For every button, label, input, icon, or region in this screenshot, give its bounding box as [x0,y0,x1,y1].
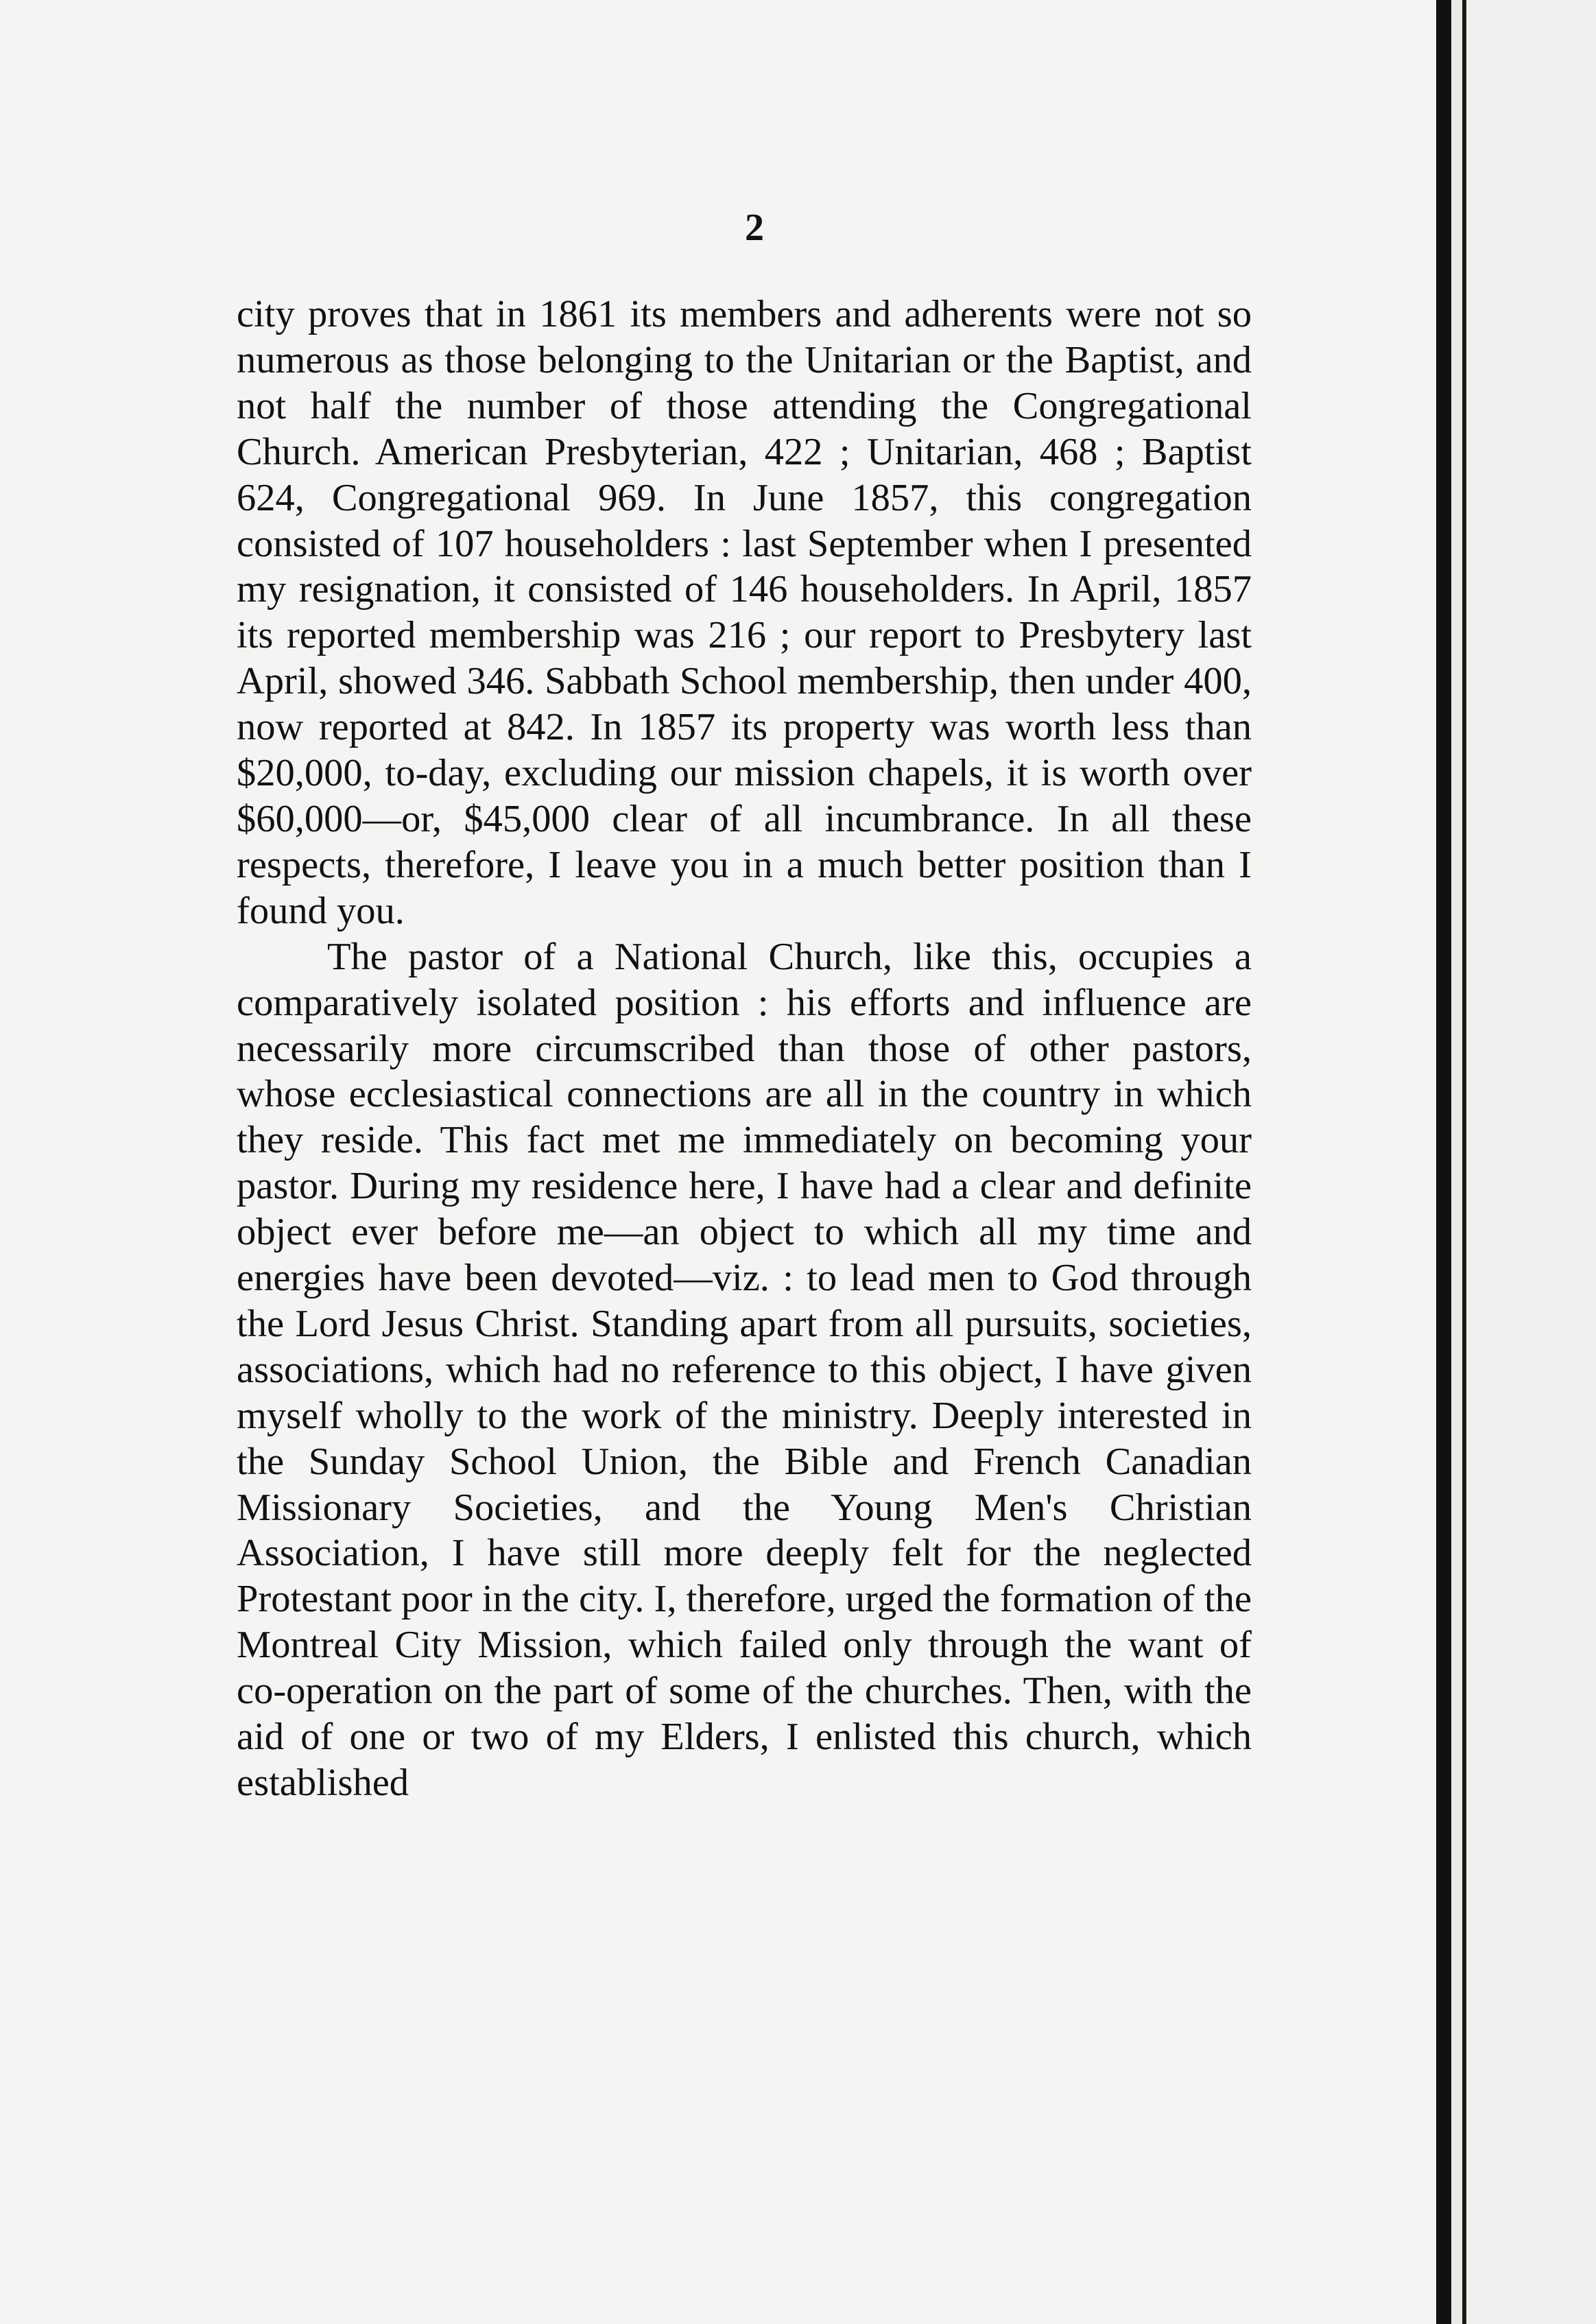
adjacent-page-strip [1466,0,1596,2324]
body-text [237,292,1252,1806]
binding-gap [1451,0,1462,2324]
paragraph-2: The pastor of a National Church, like this, occupies a comparatively isolated position : his efforts and influence are necessarily more circumscribed than those of other pastors, whose ecclesiastical connections are all in the country in which they reside. This fact met me immediately on becoming your pastor. During my residence here, I have had a clear and definite object ever before me—an object to which all my time and energies have been devoted—viz. : to lead men to God through the Lord Jesus Christ. Standing apart from all pursuits, societies, associations, which had no reference to this object, I have given myself wholly to the work of the ministry. Deeply interested in the Sunday School Union, the Bible and French Canadian Missionary Societies, and the Young Men's Christian Association, I have still more deeply felt for the neglected Protestant poor in the city. I, therefore, urged the formation of the Montreal City Mission, which failed only through the want of co-operation on the part of some of the churches. Then, with the aid of one or two of my Elders, I enlisted this church, which established [237,935,1252,1804]
page-number: 2 [745,206,764,249]
binding-edge [1436,0,1451,2324]
paragraph-1: city proves that in 1861 its members and adherents were not so numerous as those belonging to the Unitarian or the Baptist, and not half the number of those attending the Congregational Church. American Presbyterian, 422 ; Unitarian, 468 ; Baptist 624, Congregational 969. In June 1857, this congregation consisted of 107 householders : last September when I presented my resignation, it consisted of 146 householders. In April, 1857 its reported membership was 216 ; our report to Presbytery last April, showed 346. Sabbath School membership, then under 400, now reported at 842. In 1857 its property was worth less than $20,000, to-day, excluding our mission chapels, it is worth over $60,000—or, $45,000 clear of all incumbrance. In all these respects, therefore, I leave you in a much better position than I found you. [237,293,1252,932]
